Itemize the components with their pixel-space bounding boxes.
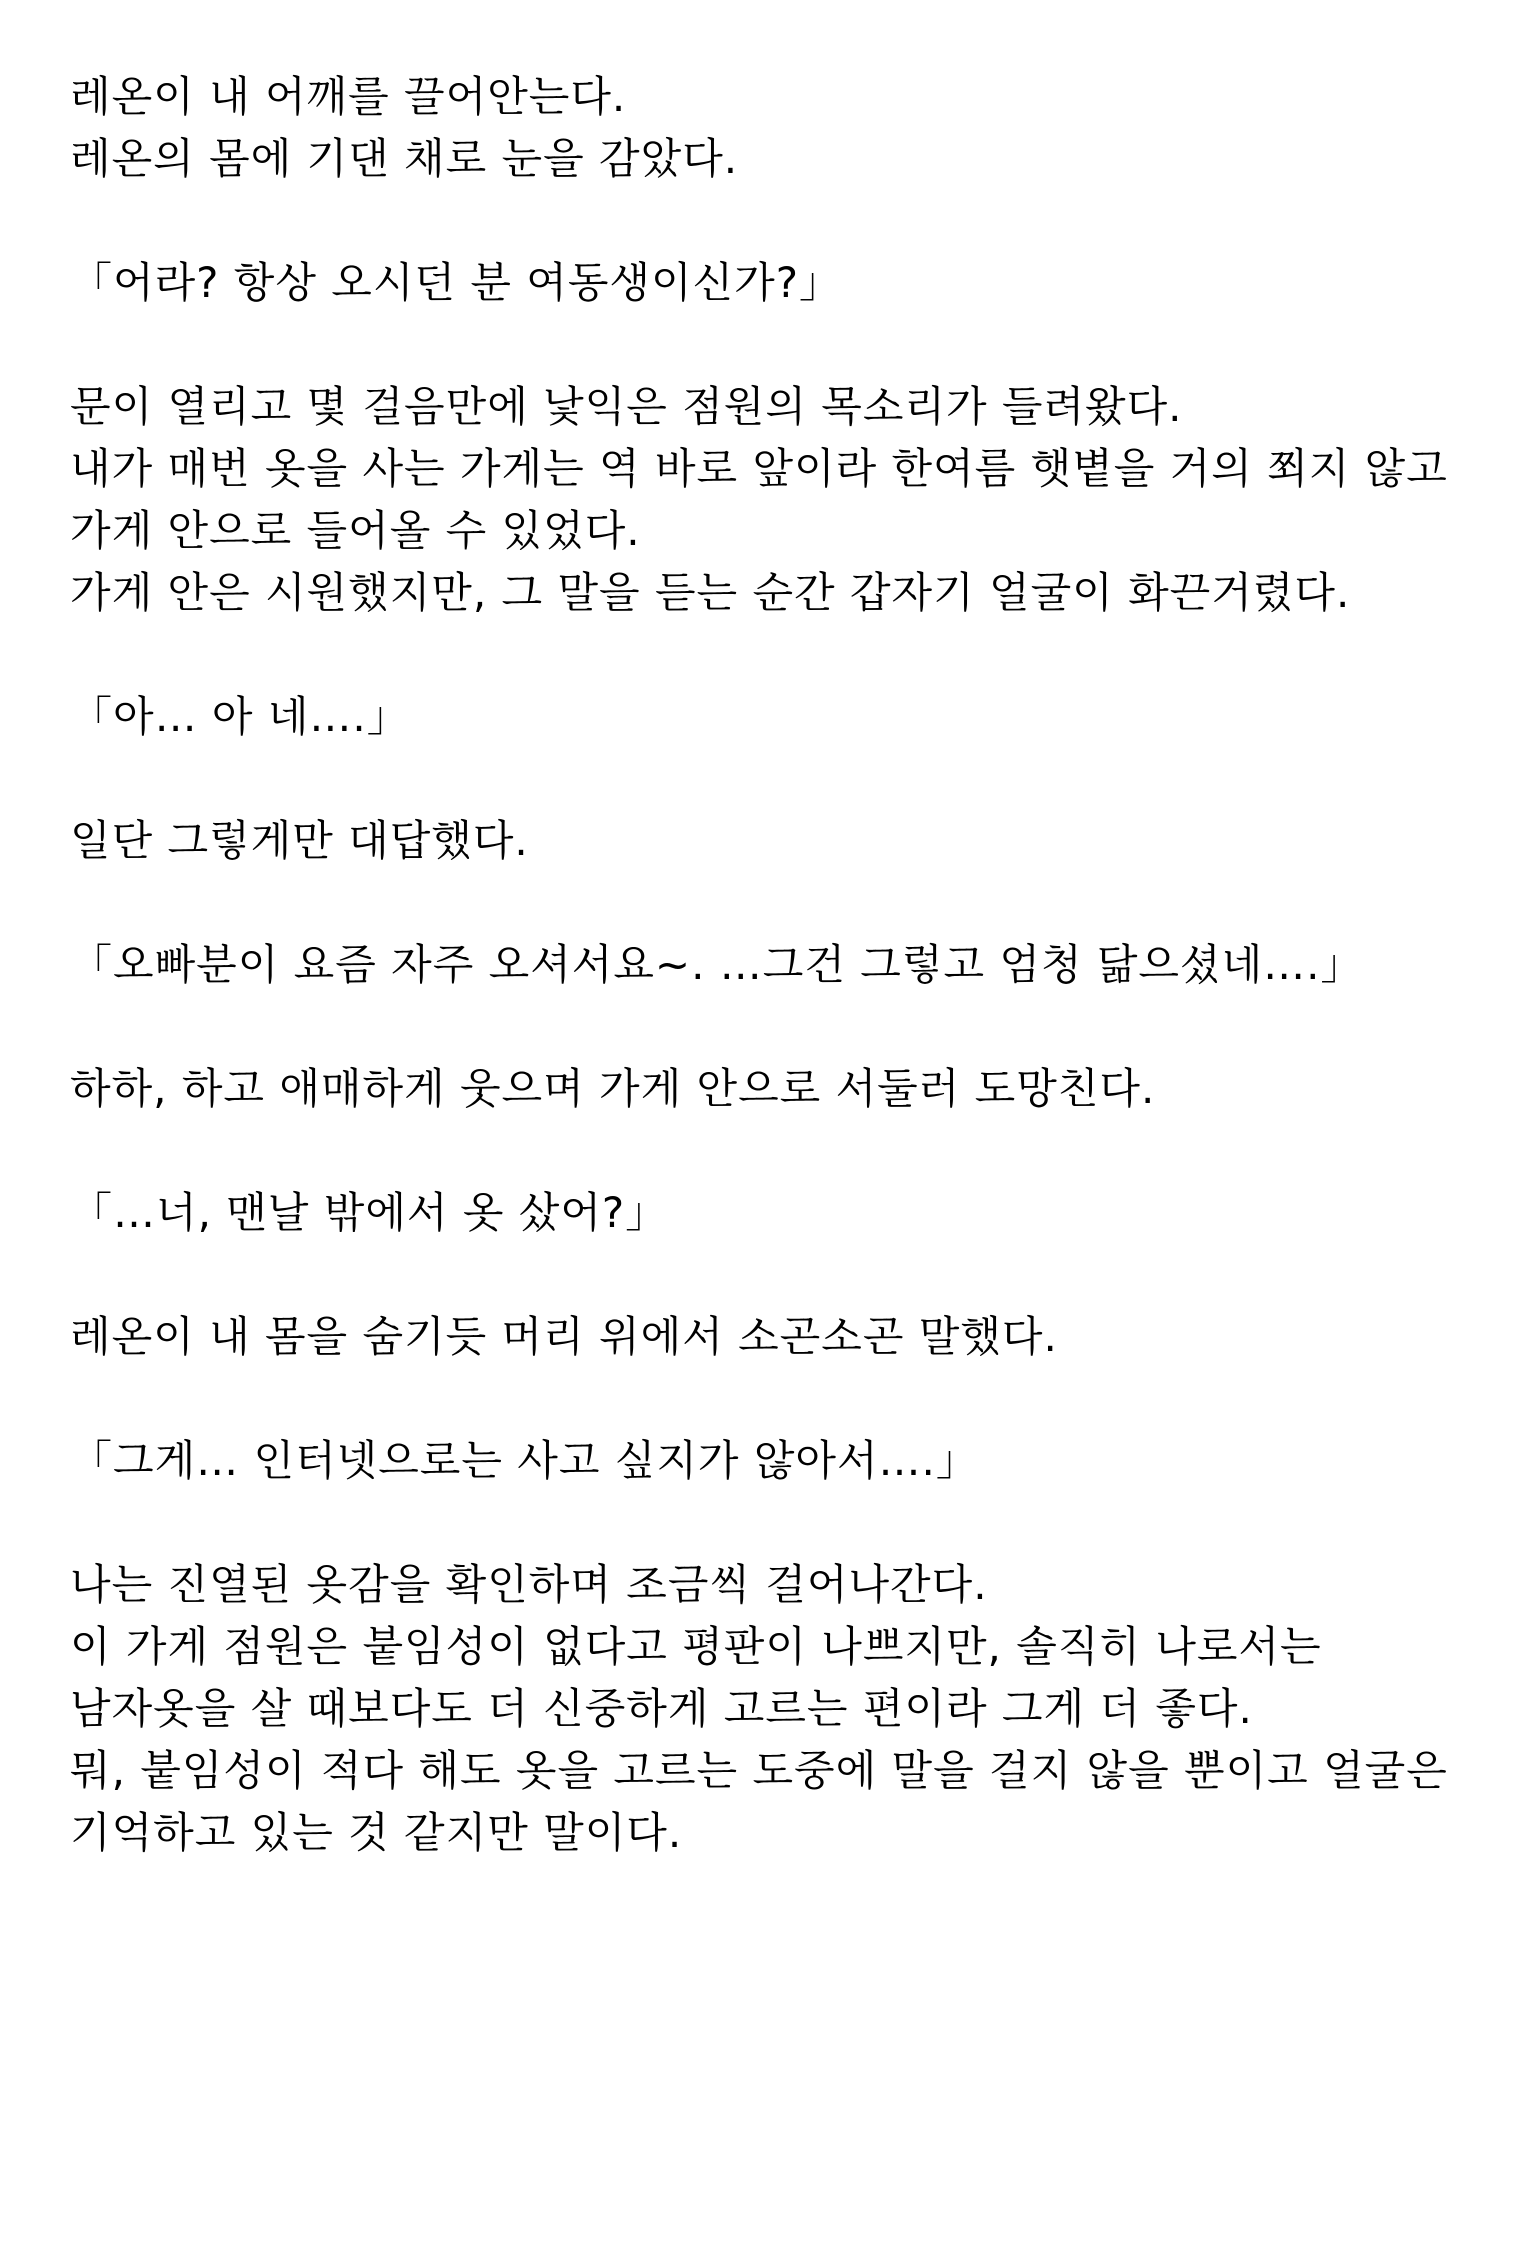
text-line: 일단 그렇게만 대답했다.: [70, 816, 529, 865]
text-line: 레온의 몸에 기댄 채로 눈을 감았다.: [70, 134, 739, 183]
blank-line: [70, 624, 1490, 686]
text-line: 레온이 내 몸을 숨기듯 머리 위에서 소곤소곤 말했다.: [70, 1312, 1058, 1361]
blank-line: [70, 314, 1490, 376]
dialogue-line: 「오빠분이 요즘 자주 오셔서요~. …그건 그렇고 엄청 닮으셨네….」: [70, 940, 1364, 989]
blank-line: [70, 1120, 1490, 1182]
text-line: 문이 열리고 몇 걸음만에 낯익은 점원의 목소리가 들려왔다.: [70, 382, 1183, 431]
text-line: 나는 진열된 옷감을 확인하며 조금씩 걸어나간다.: [70, 1560, 988, 1609]
blank-line: [70, 1492, 1490, 1554]
dialogue-line: 「아… 아 네….」: [70, 692, 410, 741]
text-line: 이 가게 점원은 붙임성이 없다고 평판이 나쁘지만, 솔직히 나로서는: [70, 1622, 1322, 1671]
text-line: 가게 안으로 들어올 수 있었다.: [70, 506, 641, 555]
story-text: [70, 66, 1490, 1864]
blank-line: [70, 872, 1490, 934]
dialogue-line: 「어라? 항상 오시던 분 여동생이신가?」: [70, 258, 842, 307]
blank-line: [70, 1368, 1490, 1430]
text-line: 가게 안은 시원했지만, 그 말을 듣는 순간 갑자기 얼굴이 화끈거렸다.: [70, 568, 1351, 617]
blank-line: [70, 190, 1490, 252]
dialogue-line: 「…너, 맨날 밖에서 옷 샀어?」: [70, 1188, 669, 1237]
text-line: 내가 매번 옷을 사는 가게는 역 바로 앞이라 한여름 햇볕을 거의 쬐지 않고: [70, 444, 1448, 493]
text-line: 하하, 하고 애매하게 웃으며 가게 안으로 서둘러 도망친다.: [70, 1064, 1156, 1113]
dialogue-line: 「그게… 인터넷으로는 사고 싶지가 않아서….」: [70, 1436, 979, 1485]
text-line: 레온이 내 어깨를 끌어안는다.: [70, 72, 627, 121]
blank-line: [70, 996, 1490, 1058]
text-line: 기억하고 있는 것 같지만 말이다.: [70, 1808, 683, 1857]
text-line: 남자옷을 살 때보다도 더 신중하게 고르는 편이라 그게 더 좋다.: [70, 1684, 1253, 1733]
blank-line: [70, 748, 1490, 810]
text-line: 뭐, 붙임성이 적다 해도 옷을 고르는 도중에 말을 걸지 않을 뿐이고 얼굴은: [70, 1746, 1448, 1795]
blank-line: [70, 1244, 1490, 1306]
